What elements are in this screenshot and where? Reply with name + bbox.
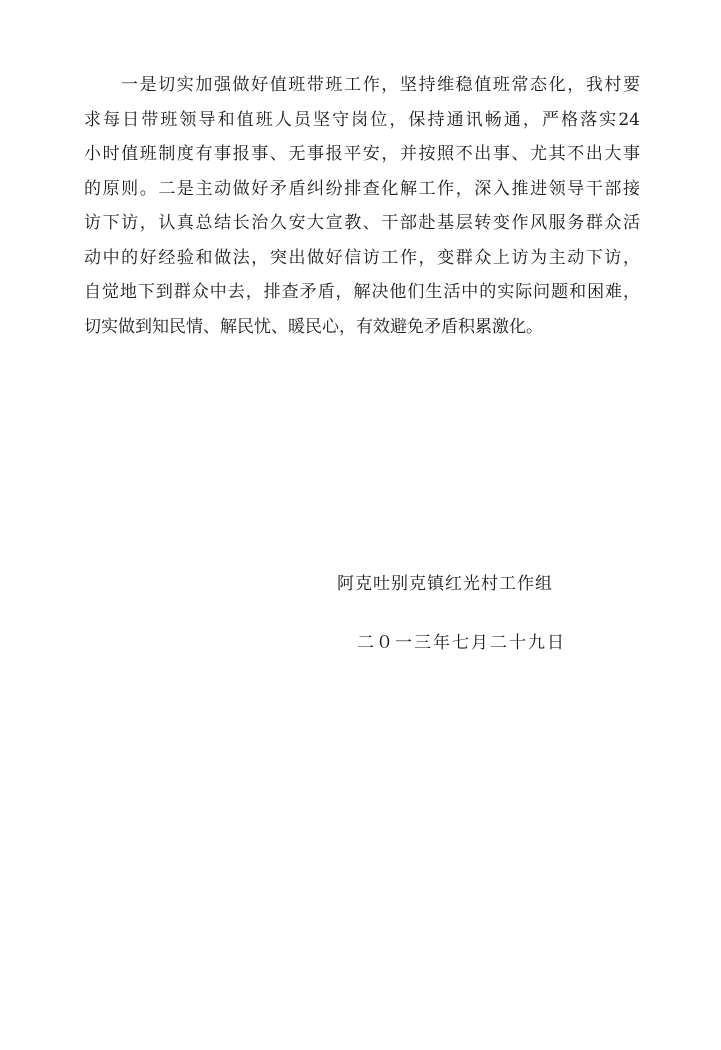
paragraph-line: 一是切实加强做好值班带班工作，坚持维稳值班常态化，我村要 (121, 75, 640, 95)
paragraph-line: 切实做到知民情、解民忧、暖民心，有效避免矛盾积累激化。 (84, 316, 543, 337)
paragraph-line: 动中的好经验和做法，突出做好信访工作，变群众上访为主动下访， (84, 247, 640, 268)
paragraph-line: 自觉地下到群众中去，排查矛盾，解决他们生活中的实际问题和困难， (84, 282, 640, 302)
signature-organization: 阿克吐别克镇红光村工作组 (337, 574, 553, 594)
body-paragraph (84, 68, 640, 344)
paragraph-line: 小时值班制度有事报事、无事报平安，并按照不出事、尤其不出大事 (84, 144, 640, 164)
paragraph-line: 的原则。二是主动做好矛盾纠纷排查化解工作，深入推进领导干部接 (84, 178, 640, 199)
paragraph-line: 求每日带班领导和值班人员坚守岗位，保持通讯畅通，严格落实24 (84, 109, 640, 130)
signature-date: 二０一三年七月二十九日 (357, 633, 566, 653)
paragraph-line: 访下访，认真总结长治久安大宣教、干部赴基层转变作风服务群众活 (84, 213, 640, 233)
